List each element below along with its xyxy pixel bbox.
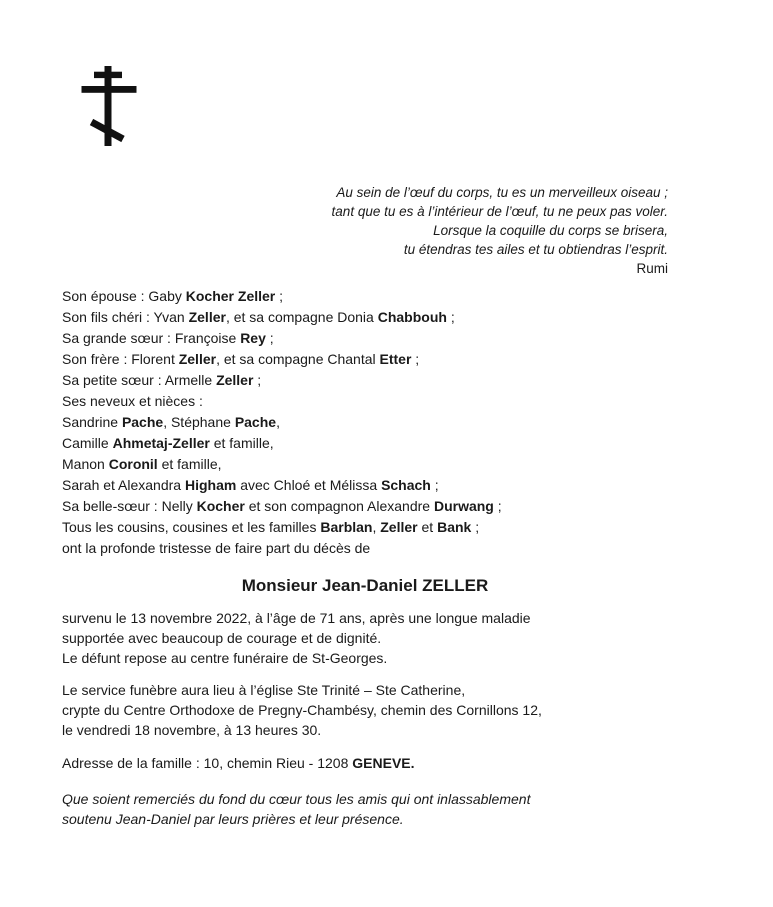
text-line: survenu le 13 novembre 2022, à l’âge de 71 ans, après une longue maladie <box>62 610 531 626</box>
text-segment: Sarah et Alexandra <box>62 477 185 493</box>
text-line: Au sein de l’œuf du corps, tu es un merveilleux oiseau ; <box>336 185 668 200</box>
text-line: le vendredi 18 novembre, à 13 heures 30. <box>62 722 322 738</box>
quote-block <box>62 183 668 278</box>
text-line <box>62 496 668 517</box>
bold-name: Barblan <box>320 519 373 535</box>
bold-name: Rey <box>240 330 266 346</box>
text-segment: ; <box>411 351 420 367</box>
text-segment: et <box>417 519 438 535</box>
bold-name: Schach <box>381 477 431 493</box>
text-segment: Son fils chéri : Yvan <box>62 309 189 325</box>
text-line <box>62 538 668 559</box>
text-line <box>62 307 668 328</box>
text-segment: et famille, <box>209 435 274 451</box>
orthodox-cross-icon <box>81 64 137 148</box>
bold-name: Bank <box>437 519 472 535</box>
bold-name: Kocher <box>196 498 245 514</box>
text-line: tu étendras tes ailes et tu obtiendras l’esprit. <box>403 242 668 257</box>
text-line <box>62 391 668 412</box>
text-segment: ; <box>493 498 502 514</box>
text-segment: Sa grande sœur : Françoise <box>62 330 241 346</box>
bold-name: Zeller <box>380 519 418 535</box>
bold-name: Coronil <box>108 456 158 472</box>
text-segment: ; <box>253 372 262 388</box>
service-paragraph <box>62 680 668 740</box>
text-segment: Ses neveux et nièces : <box>62 393 203 409</box>
text-segment: Sa petite sœur : Armelle <box>62 372 217 388</box>
text-segment: , et sa compagne Chantal <box>216 351 380 367</box>
text-line: soutenu Jean-Daniel par leurs prières et leur présence. <box>62 811 404 827</box>
bold-name: Ahmetaj-Zeller <box>112 435 210 451</box>
text-segment: Tous les cousins, cousines et les familles <box>62 519 321 535</box>
family-list <box>62 286 668 559</box>
text-segment: et son compagnon Alexandre <box>244 498 434 514</box>
document-content <box>0 183 773 829</box>
text-line: Le défunt repose au centre funéraire de St-Georges. <box>62 650 388 666</box>
text-segment: Manon <box>62 456 109 472</box>
text-line <box>62 454 668 475</box>
bold-name: GENEVE. <box>352 755 415 771</box>
text-line <box>62 433 668 454</box>
bold-name: Etter <box>379 351 412 367</box>
text-segment: ont la profonde tristesse de faire part du décès de <box>62 540 371 556</box>
bold-name: Higham <box>184 477 237 493</box>
text-segment: , Stéphane <box>163 414 235 430</box>
text-line <box>62 370 668 391</box>
bold-name: Durwang <box>433 498 494 514</box>
text-line <box>62 753 668 773</box>
text-segment: Son épouse : Gaby <box>62 288 186 304</box>
text-line <box>62 286 668 307</box>
text-line <box>62 517 668 538</box>
text-segment: ; <box>446 309 455 325</box>
death-details-paragraph <box>62 608 668 668</box>
text-segment: ; <box>265 330 274 346</box>
bold-name: Chabbouh <box>377 309 447 325</box>
text-segment: , et sa compagne Donia <box>225 309 378 325</box>
text-segment: Adresse de la famille : 10, chemin Rieu - 1208 <box>62 755 353 771</box>
orthodox-cross-svg <box>81 64 137 148</box>
bold-name: Zeller <box>188 309 226 325</box>
bold-name: Pache <box>121 414 164 430</box>
text-segment: Camille <box>62 435 113 451</box>
text-segment: ; <box>471 519 480 535</box>
bold-name: Pache <box>234 414 277 430</box>
text-line: Que soient remerciés du fond du cœur tous les amis qui ont inlassablement <box>62 791 531 807</box>
text-segment: avec Chloé et Mélissa <box>236 477 382 493</box>
text-line: supportée avec beaucoup de courage et de dignité. <box>62 630 382 646</box>
family-address <box>62 753 668 773</box>
text-segment: ; <box>430 477 439 493</box>
text-segment: Son frère : Florent <box>62 351 179 367</box>
closing-thanks <box>62 789 668 829</box>
bold-name: Zeller <box>178 351 217 367</box>
text-segment: , <box>276 414 280 430</box>
quote-attribution: Rumi <box>636 261 668 276</box>
text-line <box>62 475 668 496</box>
bold-name: Kocher Zeller <box>185 288 276 304</box>
text-line <box>62 349 668 370</box>
text-segment: Sa belle-sœur : Nelly <box>62 498 197 514</box>
text-segment: Sandrine <box>62 414 122 430</box>
text-line: crypte du Centre Orthodoxe de Pregny-Chambésy, chemin des Cornillons 12, <box>62 702 542 718</box>
text-line <box>62 412 668 433</box>
text-line: Le service funèbre aura lieu à l’église Ste Trinité – Ste Catherine, <box>62 682 466 698</box>
text-segment: et famille, <box>157 456 222 472</box>
text-segment: , <box>372 519 381 535</box>
text-line: Lorsque la coquille du corps se brisera, <box>433 223 668 238</box>
bold-name: Zeller <box>216 372 254 388</box>
deceased-name-title: Monsieur Jean-Daniel ZELLER <box>241 576 489 595</box>
text-segment: ; <box>275 288 284 304</box>
text-line: tant que tu es à l’intérieur de l’œuf, tu ne peux pas voler. <box>331 204 668 219</box>
text-line <box>62 328 668 349</box>
quote-text <box>62 183 668 259</box>
